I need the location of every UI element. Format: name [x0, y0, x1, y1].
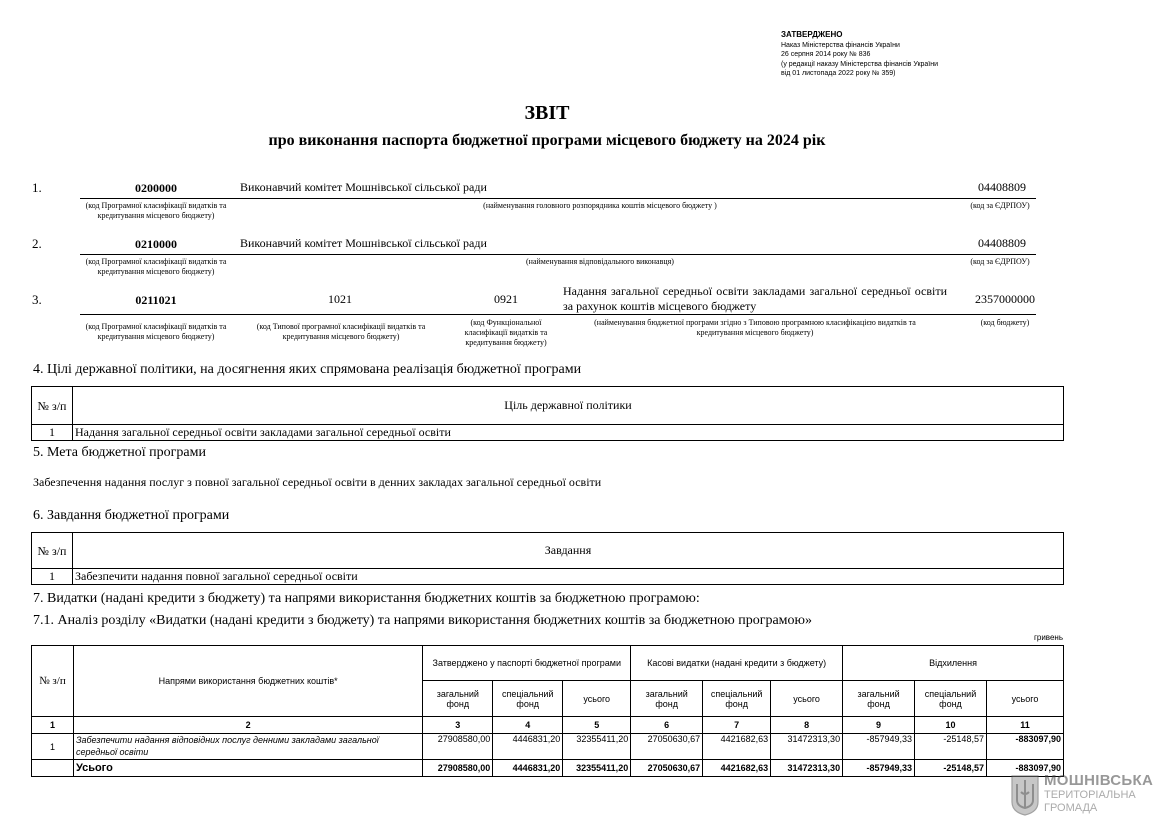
total-header: усього: [563, 681, 631, 717]
row-number: 3.: [32, 292, 42, 307]
trident-emblem-icon: [1010, 774, 1040, 816]
goal-text: Надання загальної середньої освіти закладами загальної середньої освіти: [73, 425, 1064, 441]
row-name: Забезпечити надання відповідних послуг денними закладами загальної середньої освіти: [73, 734, 422, 760]
program-name: Надання загальної середньої освіти закладами загальної середньої освіти за рахунок коштів місцевого бюджету: [563, 284, 947, 313]
approval-line: від 01 листопада 2022 року № 359): [781, 70, 896, 77]
cell-value: 27908580,00: [423, 734, 493, 760]
col-number: 5: [563, 717, 631, 734]
task-text: Забезпечити надання повної загальної середньої освіти: [73, 569, 1064, 585]
total-value: 27908580,00: [423, 760, 493, 777]
total-header: усього: [771, 681, 843, 717]
cell-value: -857949,33: [843, 734, 915, 760]
cell-value: 32355411,20: [563, 734, 631, 760]
section7-title: 7. Видатки (надані кредити з бюджету) та напрями використання бюджетних коштів за бюджетною програмою:: [33, 591, 700, 606]
col-number: 8: [771, 717, 843, 734]
caption: (код Програмної класифікації видатків та кредитування місцевого бюджету): [85, 201, 227, 220]
cash-header: Касові видатки (надані кредити з бюджету): [631, 646, 843, 681]
section4-title: 4. Цілі державної політики, на досягнення яких спрямована реалізація бюджетної програми: [33, 362, 582, 377]
unit-label: гривень: [1033, 633, 1063, 642]
col-direction-header: Напрями використання бюджетних коштів*: [73, 646, 422, 717]
section7-subtitle: 7.1. Аналіз розділу «Видатки (надані кредити з бюджету) та напрями використання бюджетних коштів за бюджетною програмою»: [33, 613, 813, 628]
total-value: -883097,90: [986, 760, 1063, 777]
col-number: 10: [915, 717, 987, 734]
caption: (код за ЄДРПОУ): [970, 201, 1030, 210]
section5-title: 5. Мета бюджетної програми: [33, 445, 206, 460]
underline: [80, 254, 1036, 255]
caption: (найменування бюджетної програми згідно з Типовою програмною класифікацією видатків та кредитування місцевого бюджету): [594, 318, 916, 337]
cell-value: -883097,90: [986, 734, 1063, 760]
tasks-table: [31, 532, 1064, 585]
col-number: 4: [493, 717, 563, 734]
row-num: 1: [32, 734, 74, 760]
caption: (код Програмної класифікації видатків та кредитування місцевого бюджету): [85, 322, 227, 341]
col-num-header: № з/п: [32, 646, 74, 717]
total-value: -857949,33: [843, 760, 915, 777]
row-number: 2.: [32, 236, 42, 251]
caption: (код Типової програмної класифікації видатків та кредитування місцевого бюджету): [256, 322, 426, 341]
approved-header: Затверджено у паспорті бюджетної програми: [423, 646, 631, 681]
special-fund-header: спеціальний фонд: [915, 681, 987, 717]
community-watermark: [1010, 772, 1165, 822]
cell-value: 31472313,30: [771, 734, 843, 760]
manager-name: Виконавчий комітет Мошнівської сільської ради: [240, 180, 487, 194]
approval-line: 26 серпня 2014 року № 836: [781, 51, 871, 58]
col-number: 3: [423, 717, 493, 734]
total-value: 31472313,30: [771, 760, 843, 777]
total-value: 32355411,20: [563, 760, 631, 777]
col-task-header: Завдання: [73, 533, 1064, 569]
cell-value: 4421682,63: [703, 734, 771, 760]
cell-value: 27050630,67: [631, 734, 703, 760]
approval-line: (у редакції наказу Міністерства фінансів України: [781, 60, 939, 68]
watermark-line1: МОШНІВСЬКА: [1044, 772, 1154, 789]
report-subtitle: про виконання паспорта бюджетної програми місцевого бюджету на 2024 рік: [268, 132, 826, 149]
underline: [80, 314, 1036, 315]
program-code: 0210000: [135, 237, 177, 251]
edrpou-code: 04408809: [978, 180, 1026, 194]
special-fund-header: спеціальний фонд: [703, 681, 771, 717]
section6-title: 6. Завдання бюджетної програми: [33, 508, 230, 523]
total-value: 4446831,20: [493, 760, 563, 777]
col-num-header: № з/п: [32, 387, 73, 425]
fkvk-code: 0921: [494, 292, 518, 306]
approval-title: ЗАТВЕРДЖЕНО: [781, 30, 843, 39]
col-num-header: № з/п: [32, 533, 73, 569]
deviation-header: Відхилення: [843, 646, 1064, 681]
general-fund-header: загальний фонд: [843, 681, 915, 717]
caption: (код Функціональної класифікації видатків та кредитування бюджету): [464, 318, 548, 347]
program-code: 0211021: [135, 293, 177, 307]
total-header: усього: [986, 681, 1063, 717]
col-goal-header: Ціль державної політики: [73, 387, 1064, 425]
task-num: 1: [32, 569, 73, 585]
general-fund-header: загальний фонд: [631, 681, 703, 717]
goal-num: 1: [32, 425, 73, 441]
tpkvk-code: 1021: [328, 292, 352, 306]
general-fund-header: загальний фонд: [423, 681, 493, 717]
caption: (код бюджету): [980, 318, 1030, 327]
report-title: ЗВІТ: [524, 102, 570, 124]
watermark-line3: ГРОМАДА: [1044, 802, 1098, 814]
col-number: 7: [703, 717, 771, 734]
row-number: 1.: [32, 180, 42, 195]
col-number: 9: [843, 717, 915, 734]
total-value: 27050630,67: [631, 760, 703, 777]
section5-text: Забезпечення надання послуг з повної загальної середньої освіти в денних закладах загальної середньої освіти: [33, 475, 602, 489]
special-fund-header: спеціальний фонд: [493, 681, 563, 717]
approval-line: Наказ Міністерства фінансів України: [781, 41, 900, 49]
caption: (найменування головного розпорядника коштів місцевого бюджету ): [483, 201, 717, 210]
executor-name: Виконавчий комітет Мошнівської сільської ради: [240, 236, 487, 250]
cell-value: 4446831,20: [493, 734, 563, 760]
col-number: 1: [32, 717, 74, 734]
col-number: 6: [631, 717, 703, 734]
col-number: 2: [73, 717, 422, 734]
goals-table: [31, 386, 1064, 441]
edrpou-code: 04408809: [978, 236, 1026, 250]
expenses-table: [31, 645, 1064, 777]
col-number: 11: [986, 717, 1063, 734]
total-num-cell: [32, 760, 74, 777]
total-row: [32, 760, 1064, 777]
table-row: [32, 734, 1064, 760]
budget-code: 2357000000: [975, 292, 1035, 306]
approval-block: [781, 30, 938, 79]
caption: (найменування відповідального виконавця): [526, 257, 674, 266]
total-value: 4421682,63: [703, 760, 771, 777]
program-code: 0200000: [135, 181, 177, 195]
watermark-line2: ТЕРИТОРІАЛЬНА: [1044, 789, 1136, 801]
total-value: -25148,57: [915, 760, 987, 777]
caption: (код Програмної класифікації видатків та кредитування місцевого бюджету): [85, 257, 227, 276]
underline: [80, 198, 1036, 199]
caption: (код за ЄДРПОУ): [970, 257, 1030, 266]
cell-value: -25148,57: [915, 734, 987, 760]
total-label: Усього: [73, 760, 422, 777]
